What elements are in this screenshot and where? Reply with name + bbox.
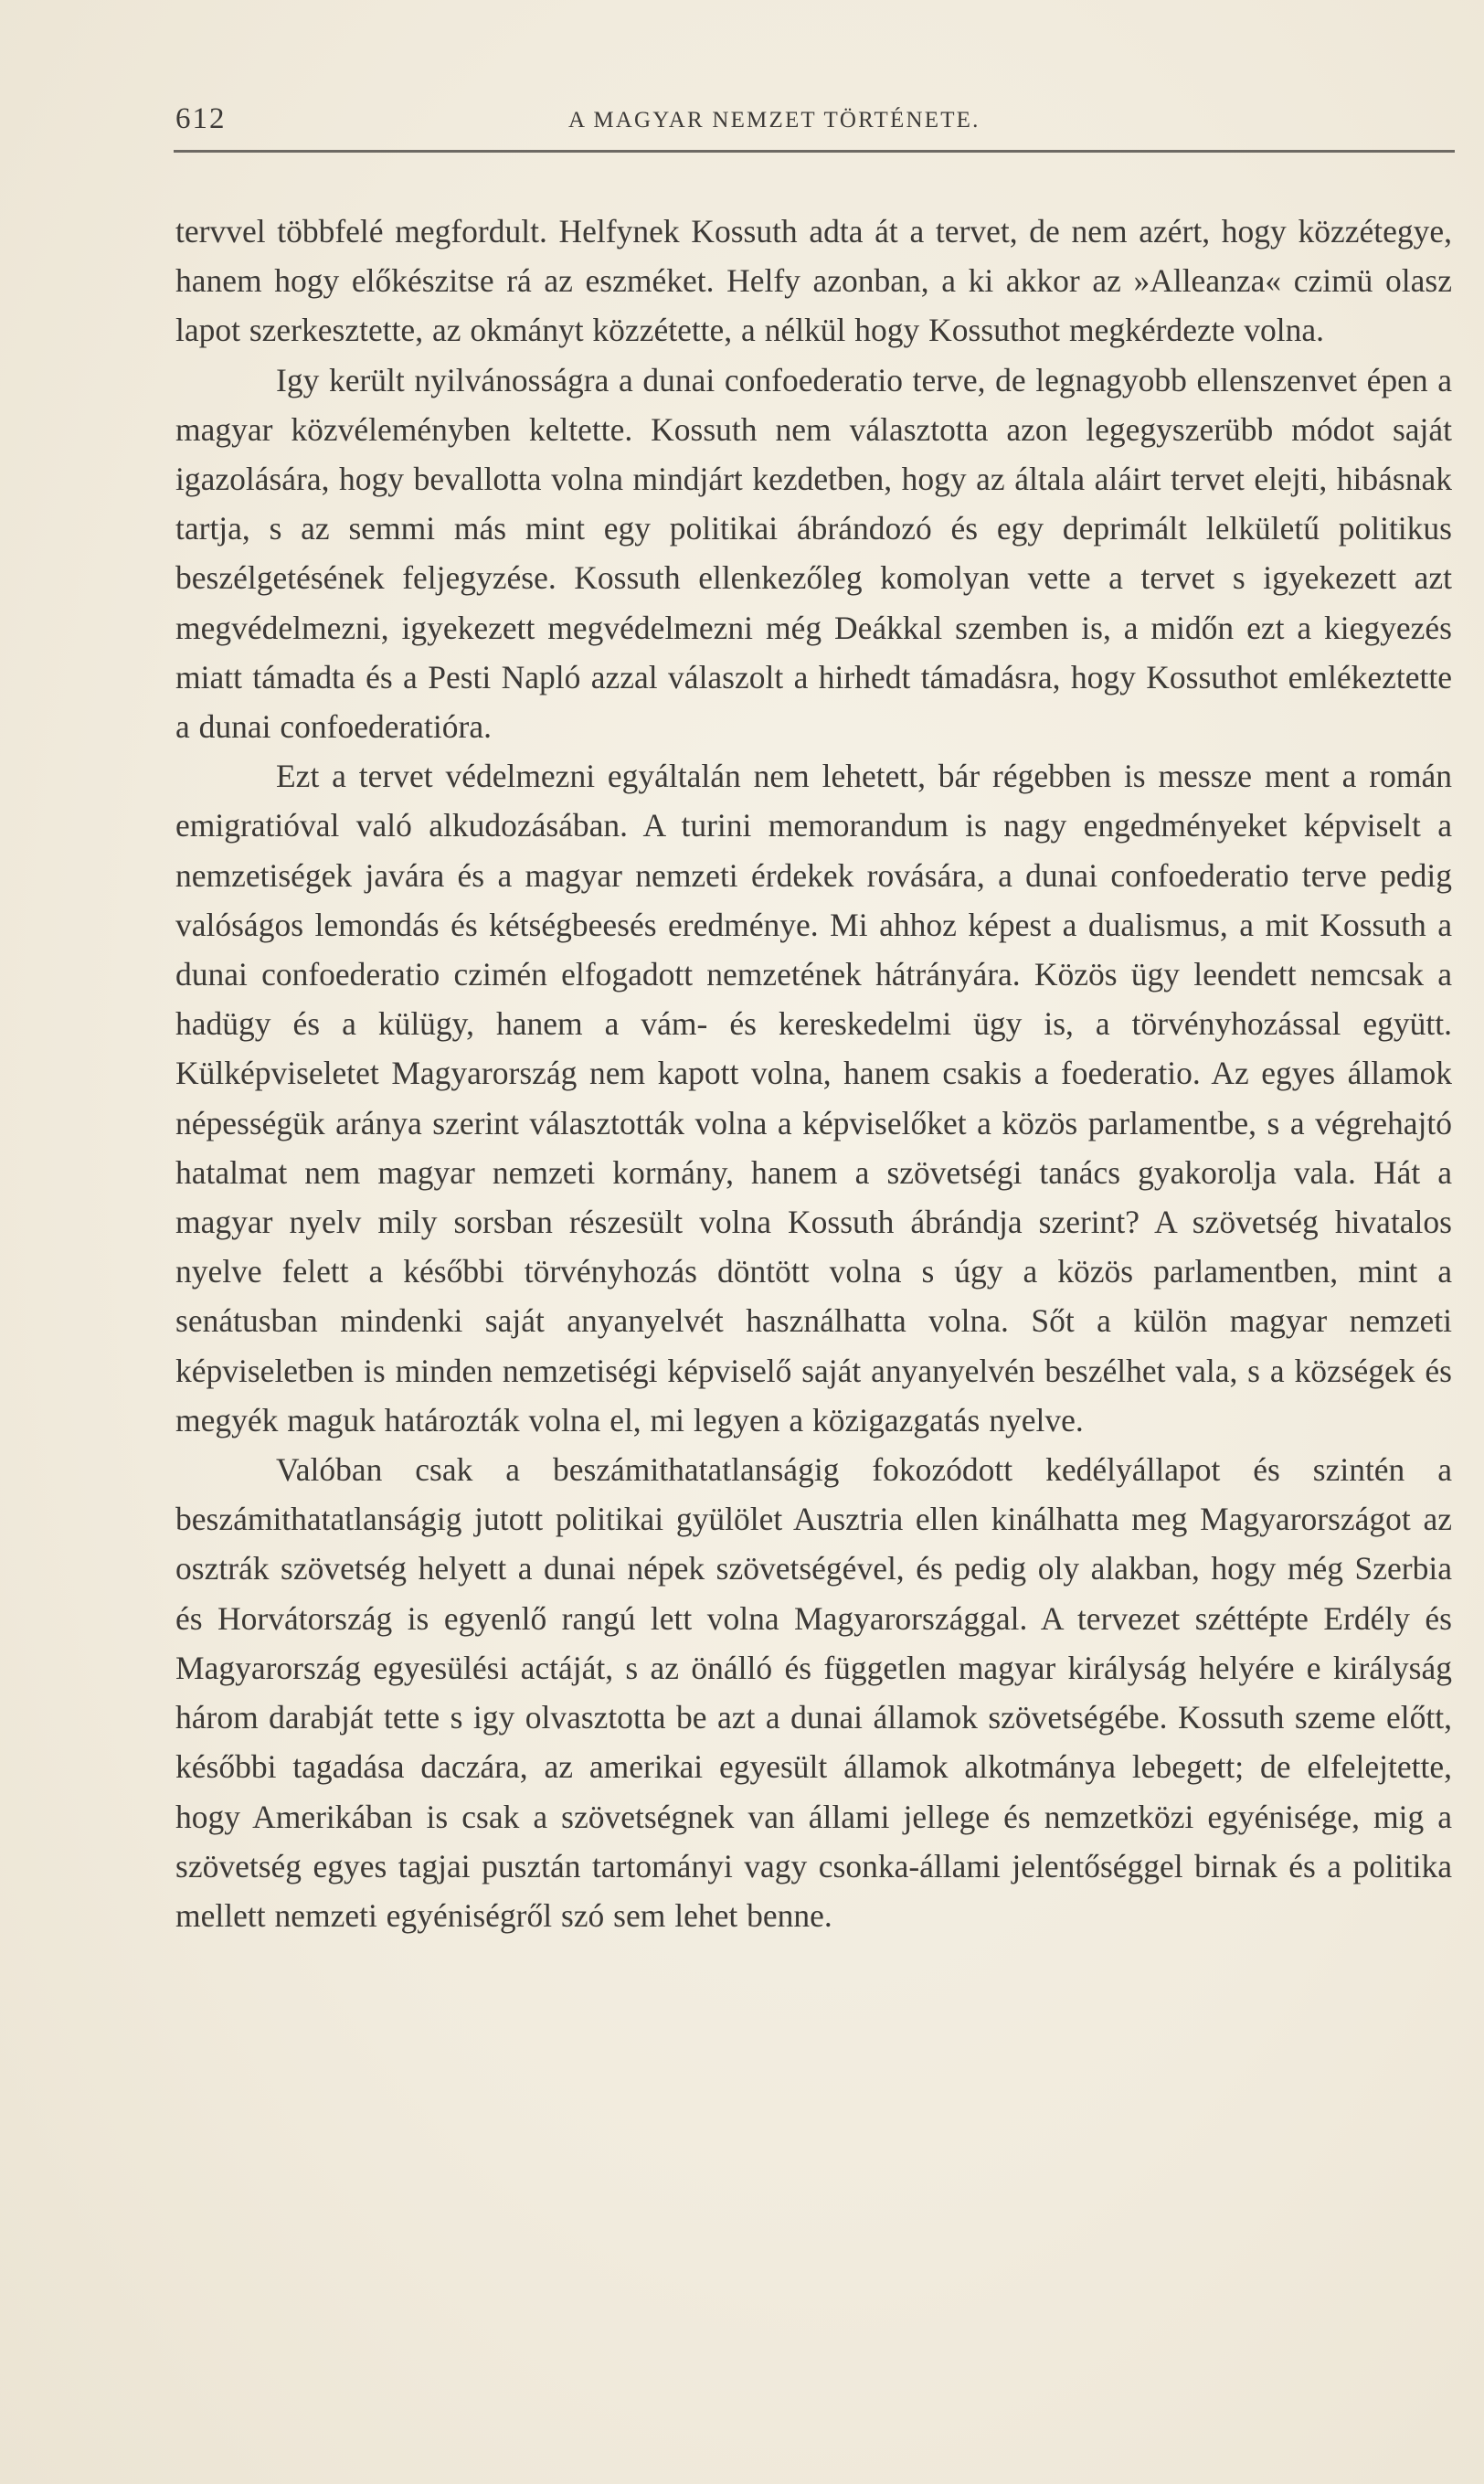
header-rule — [174, 150, 1455, 153]
paragraph-3: Ezt a tervet védelmezni egyáltalán nem lehetett, bár régebben is messze ment a román emigratióval való alkudozásában. A turini memorandum is nagy engedményeket képviselt a nemzetiségek javára és a magyar nemzeti érdekek rovására, a dunai confoederatio terve pedig valóságos lemondás és kétségbeesés eredménye. Mi ahhoz képest a dualismus, a mit Kossuth a dunai confoederatio czimén elfogadott nemzetének hátrányára. Közös ügy leendett nemcsak a hadügy és a külügy, hanem a vám- és kereskedelmi ügy is, a törvényhozással együtt. Külképviseletet Magyarország nem kapott volna, hanem csakis a foederatio. Az egyes államok népességük aránya szerint választották volna a képviselőket a közös parlamentbe, s a végrehajtó hatalmat nem magyar nemzeti kormány, hanem a szövetségi tanács gyakorolja vala. Hát a magyar nyelv mily sorsban részesült volna Kossuth ábrándja szerint? A szövetség hivatalos nyelve felett a későbbi törvényhozás döntött volna s úgy a közös parlamentben, mint a senátusban mindenki saját anyanyelvét használhatta volna. Sőt a külön magyar nemzeti képviseletben is minden nemzetiségi képviselő saját anyanyelvén beszélhet vala, s a községek és megyék maguk határozták volna el, mi legyen a közigazgatás nyelve. — [175, 758, 1452, 1438]
paragraph-4: Valóban csak a beszámithatatlanságig fokozódott kedélyállapot és szintén a beszámithatatlanságig jutott politikai gyülölet Ausztria ellen kinálhatta meg Magyarországot az osztrák szövetség helyett a dunai népek szövetségével, és pedig oly alakban, hogy még Szerbia és Horvátország is egyenlő rangú lett volna Magyarországgal. A tervezet széttépte Erdély és Magyarország egyesülési actáját, s az önálló és független magyar királyság helyére e királyság három darabját tette s igy olvasztotta be azt a dunai államok szövetségébe. Kossuth szeme előtt, későbbi tagadása daczára, az amerikai egyesült államok alkotmánya lebegett; de elfelejtette, hogy Amerikában is csak a szövetségnek van állami jellege és nemzetközi egyénisége, mig a szövetség egyes tagjai pusztán tartományi vagy csonka-állami jelentőséggel birnak és a politika mellett nemzeti egyéniségről szó sem lehet benne. — [175, 1451, 1452, 1934]
page-header — [175, 102, 1455, 148]
paragraph-1: tervvel többfelé megfordult. Helfynek Kossuth adta át a tervet, de nem azért, hogy közzétegye, hanem hogy előkészitse rá az eszméket. Helfy azonban, a ki akkor az »Alleanza« czimü olasz lapot szerkesztette, az okmányt közzétette, a nélkül hogy Kossuthot megkérdezte volna. — [175, 213, 1452, 349]
running-head: A MAGYAR NEMZET TÖRTÉNETE. — [568, 108, 980, 133]
page-number: 612 — [175, 102, 227, 135]
paragraph-2: Igy került nyilvánosságra a dunai confoederatio terve, de legnagyobb ellenszenvet épen a magyar közvéleményben keltette. Kossuth nem választotta azon legegyszerübb módot saját igazolására, hogy bevallotta volna mindjárt kezdetben, hogy az általa aláirt tervet elejti, hibásnak tartja, s az semmi más mint egy politikai ábrándozó és egy deprimált lelkületű politikus beszélgetésének feljegyzése. Kossuth ellenkezőleg komolyan vette a tervet s igyekezett azt megvédelmezni, igyekezett megvédelmezni még Deákkal szemben is, a midőn ezt a kiegyezés miatt támadta és a Pesti Napló azzal válaszolt a hirhedt támadásra, hogy Kossuthot emlékeztette a dunai confoederatióra. — [175, 361, 1452, 746]
body-text — [175, 207, 1452, 1940]
